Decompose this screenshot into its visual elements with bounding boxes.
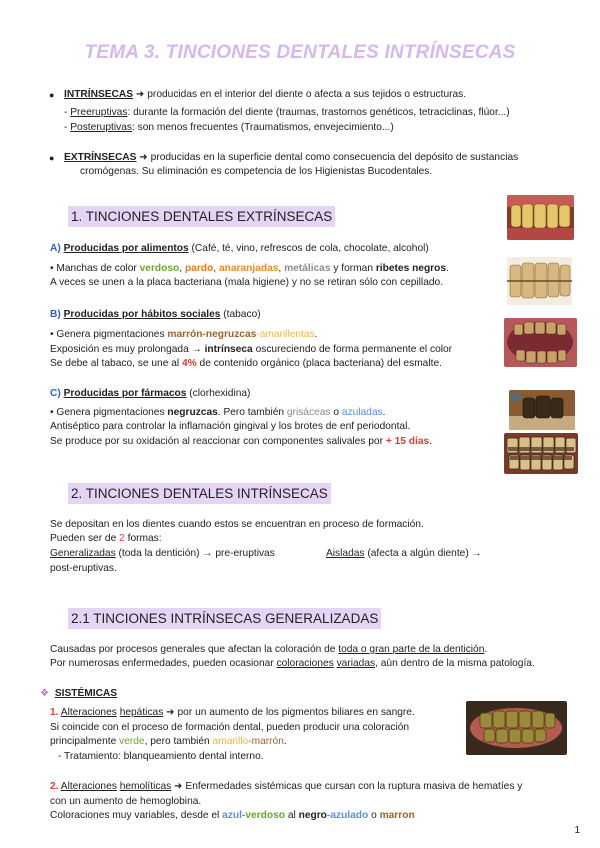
section1-c-line3: Se produce por su oxidación al reaccionar con componentes salivales por + 15 días. [50, 436, 432, 447]
section21-line2: Por numerosas enfermedades, pueden ocasionar coloraciones variadas, aún dentro de la misma patología. [50, 658, 535, 669]
diamond-bullet-icon: ❖ [40, 688, 50, 699]
intro-intrinsecas: INTRÍNSECAS ➜ producidas en el interior del diente o afecta a sus tejidos o estructuras. [64, 89, 467, 100]
section1-heading: 1. TINCIONES DENTALES EXTRÍNSECAS [68, 206, 335, 227]
section1-c-title: C) Producidas por fármacos (clorhexidina) [50, 388, 251, 399]
sistemicas-item2-line3: Coloraciones muy variables, desde el azul-verdoso al negro-azulado o marron [50, 810, 415, 821]
stained-teeth-photo-1 [507, 195, 574, 240]
intro-extrinsecas: EXTRÍNSECAS ➜ producidas en la superficie dental como consecuencia del depósito de sustancias [64, 152, 519, 163]
intro-posteruptivas: - Posteruptivas: son menos frecuentes (Traumatismos, envejecimiento...) [64, 122, 394, 133]
section1-b-line2: Exposición es muy prolongada → intrínseca oscureciendo de forma permanente el color [50, 344, 453, 355]
sistemicas-title: ❖ SISTÉMICAS [40, 688, 118, 699]
sistemicas-item2-line2: con un aumento de hemoglobina. [50, 796, 202, 807]
hepatic-stain-teeth-photo [466, 701, 567, 755]
section1-a-line2: A veces se unen a la placa bacteriana (mala higiene) y no se retiran sólo con cepillado. [50, 277, 444, 288]
bullet-icon: ● [49, 153, 55, 163]
section2-line2: Pueden ser de 2 formas: [50, 533, 162, 544]
section1-b-line3: Se debe al tabaco, se une al 4% de contenido orgánico (placa bacteriana) del esmalte. [50, 358, 442, 369]
section1-b-line1: • Genera pigmentaciones marrón-negruzcas-amarillentas. [50, 329, 318, 340]
section1-a-title: A) Producidas por alimentos (Café, té, vino, refrescos de cola, chocolate, alcohol) [50, 243, 429, 254]
drug-stained-teeth-photo [504, 433, 578, 474]
page-number: 1 [574, 825, 580, 836]
section21-heading: 2.1 TINCIONES INTRÍNSECAS GENERALIZADAS [68, 608, 381, 629]
section1-c-line1: • Genera pigmentaciones negruzcas. Pero también grisáceas o azuladas. [50, 407, 386, 418]
page-title: TEMA 3. TINCIONES DENTALES INTRÍNSECAS [84, 42, 516, 63]
sistemicas-item1-line4: - Tratamiento: blanqueamiento dental interno. [58, 751, 264, 762]
sistemicas-item1: 1. Alteraciones hepáticas ➜ por un aumento de los pigmentos biliares en sangre. [50, 707, 415, 718]
tobacco-stained-teeth-photo [504, 318, 577, 367]
section2-line1: Se depositan en los dientes cuando estos se encuentran en proceso de formación. [50, 519, 424, 530]
section21-line1: Causadas por procesos generales que afectan la coloración de toda o gran parte de la dentición. [50, 644, 488, 655]
section2-heading: 2. TINCIONES DENTALES INTRÍNSECAS [68, 483, 331, 504]
section1-a-line1: • Manchas de color verdoso, pardo, anaranjadas, metálicas y forman ribetes negros. [50, 263, 449, 274]
sistemicas-item2: 2. Alteraciones hemolíticas ➜ Enfermedades sistémicas que cursan con la ruptura masiva de hematíes y [50, 781, 523, 792]
section2-aisladas: Aisladas (afecta a algún diente) → [326, 548, 482, 559]
section1-c-line2: Antiséptico para controlar la inflamación gingival y los brotes de enf periodontal. [50, 421, 411, 432]
sistemicas-item1-line3: principalmente verde, pero también amarillo-marrón. [50, 736, 287, 747]
stained-teeth-photo-2 [507, 257, 572, 305]
chlorhexidine-stain-photo [509, 390, 575, 430]
intro-preeruptivas: - Preeruptivas: durante la formación del diente (traumas, trastornos genéticos, tetraciclinas, flúor...) [64, 107, 510, 118]
section1-b-title: B) Producidas por hábitos sociales (tabaco) [50, 309, 261, 320]
intro-extrinsecas-line2: cromógenas. Su eliminación es competencia de los Higienistas Bucodentales. [80, 166, 433, 177]
section2-line4: post-eruptivas. [50, 563, 117, 574]
section2-generalizadas: Generalizadas (toda la dentición) → pre-eruptivas [50, 548, 275, 559]
bullet-icon: ● [49, 90, 55, 100]
sistemicas-item1-line2: Si coincide con el proceso de formación dental, pueden producir una coloración [50, 722, 410, 733]
